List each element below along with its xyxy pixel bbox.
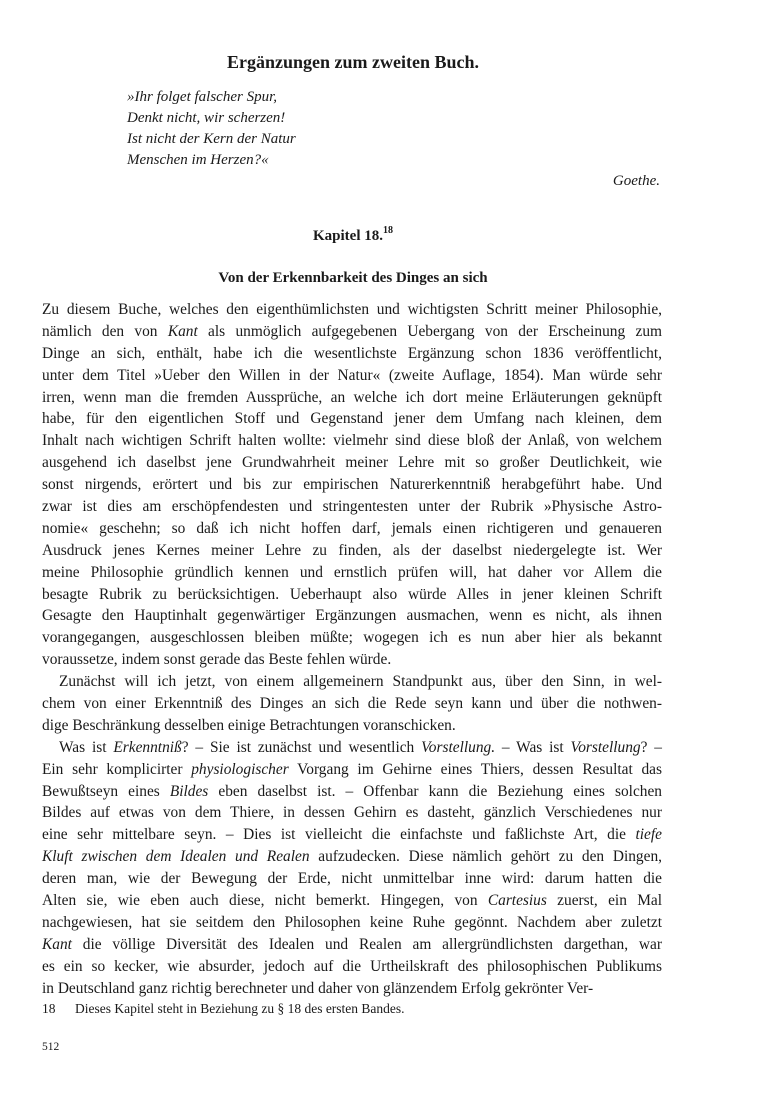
text-segment: dige Beschränkung desselben einige Betrachtungen voranschicken. [42, 716, 456, 734]
text-segment: Alten sie, wie eben auch diese, nicht bemerkt. Hingegen, von [42, 892, 488, 910]
text-line [42, 605, 662, 627]
italic-text: Cartesius [487, 892, 547, 910]
footnote-number: 18 [42, 1001, 56, 1016]
text-line [42, 627, 662, 649]
italic-text: Kluft zwischen dem Idealen und Realen [42, 848, 310, 866]
text-segment: voraussetze, indem sonst gerade das Beste fehlen würde. [42, 651, 392, 669]
body-text [42, 299, 662, 1000]
italic-text: Kant [167, 322, 198, 340]
text-segment: habe, für den eigentlichen Stoff und Gegenstand jener dem Umfang nach kleinen, dem [42, 410, 662, 428]
text-segment: Bildes auf etwas von dem Thiere, in dessen Gehirn es dasteht, gänzlich Verschiedenes nur [42, 804, 662, 822]
text-line [42, 671, 662, 693]
text-segment: Gesagte den Hauptinhalt gegenwärtiger Ergänzungen ausmachen, wenn es nicht, als ihnen [42, 607, 662, 625]
text-segment: Was ist [59, 738, 114, 756]
italic-text: physiologischer [191, 760, 289, 778]
text-line [42, 737, 662, 759]
text-segment: Ausdruck jenes Kernes meiner Lehre zu finden, als der daselbst niedergelegte ist. Wer [42, 541, 662, 559]
motto-line: Menschen im Herzen?« [127, 152, 269, 168]
text-segment: ausgehend ich daselbst jene Grundwahrheit meiner Lehre mit so großer Deutlichkeit, wie [42, 454, 662, 472]
italic-text: Vorstellung [570, 738, 641, 756]
paragraph [42, 299, 662, 671]
text-segment: als unmöglich aufgegebenen Uebergang von der Erscheinung zum [197, 322, 662, 340]
text-line [42, 430, 662, 452]
footnote-reference[interactable]: 18 [383, 225, 393, 236]
text-line [42, 474, 662, 496]
text-segment: meine Philosophie gründlich kennen und ernstlich prüfen will, hat daher vor Allem die [42, 563, 662, 581]
text-segment: besagte Rubrik zu berücksichtigen. Ueberhaupt also würde Alles in jener kleinen Schrift [42, 585, 662, 603]
text-segment: chem von einer Erkenntniß des Dinges an sich die Rede seyn kann und über die nothwen- [42, 695, 662, 713]
text-segment: Zu diesem Buche, welches den eigenthümlichsten und wichtigsten Schritt meiner Philosophie, [42, 301, 662, 318]
text-line [42, 912, 662, 934]
text-line [42, 846, 662, 868]
text-line [42, 693, 662, 715]
motto [127, 87, 296, 171]
footnote [42, 1001, 405, 1017]
footnote-text: Dieses Kapitel steht in Beziehung zu § 18 des ersten Bandes. [75, 1001, 405, 1016]
text-line [42, 868, 662, 890]
chapter-title [0, 226, 706, 245]
text-segment: eine sehr mittelbare seyn. – Dies ist vielleicht die einfachste und faßlichste Art, die [42, 826, 636, 844]
text-line [42, 321, 662, 343]
text-segment: Vorgang im Gehirne eines Thiers, dessen Resultat das [288, 760, 662, 778]
text-segment: nämlich den von [42, 322, 168, 340]
italic-text: Erkenntniß [113, 738, 182, 756]
motto-line: Ist nicht der Kern der Natur [127, 131, 296, 147]
text-line [42, 956, 662, 978]
page-heading: Ergänzungen zum zweiten Buch. [227, 52, 479, 72]
text-line [42, 584, 662, 606]
text-line [42, 978, 662, 1000]
text-line [42, 781, 662, 803]
text-segment: deren man, wie der Bewegung der Erde, nicht unmittelbar inne wird: darum hatten die [42, 870, 662, 888]
text-line [42, 387, 662, 409]
text-segment: es ein so kecker, wie absurder, jedoch auf die Urtheilskraft des philosophischen Publikums [42, 957, 662, 975]
text-segment: Bewußtseyn eines [42, 782, 170, 800]
text-line [42, 518, 662, 540]
paragraph [42, 737, 662, 1000]
motto-author: Goethe. [612, 173, 660, 189]
italic-text: tiefe [635, 826, 662, 844]
text-line [42, 802, 662, 824]
text-line [42, 759, 662, 781]
text-line [42, 408, 662, 430]
motto-line: »Ihr folget falscher Spur, [127, 89, 277, 105]
text-line [42, 934, 662, 956]
text-segment: die völlige Diversität des Idealen und Realen am allergründlichsten dargethan, war [71, 935, 662, 953]
text-segment: zuerst, ein Mal [546, 892, 662, 910]
text-segment: ? – [640, 738, 663, 756]
chapter-subtitle: Von der Erkennbarkeit des Dinges an sich [218, 270, 488, 286]
text-segment: vorangegangen, ausgeschlossen bleiben müßte; wogegen ich es nun aber hier als bekannt [42, 629, 662, 647]
text-segment: – Was ist [495, 738, 571, 756]
text-line [42, 299, 662, 321]
text-segment: Ein sehr komplicirter [42, 760, 192, 778]
text-segment: ? – Sie ist zunächst und wesentlich [181, 738, 422, 756]
text-segment: zwar ist dies am erschöpfendesten und stringentesten unter der Rubrik »Physische Astro- [42, 498, 662, 516]
text-line [42, 890, 662, 912]
text-line [42, 540, 662, 562]
text-segment: nomie« geschehn; so daß ich nicht hoffen darf, jemals einen richtigeren und genaueren [42, 519, 662, 537]
text-line [42, 496, 662, 518]
text-segment: unter dem Titel »Ueber den Willen in der Natur« (zweite Auflage, 1854). Man würde sehr [42, 366, 662, 384]
text-line [42, 824, 662, 846]
italic-text: Kant [42, 935, 72, 953]
text-segment: irren, wenn man die fremden Aussprüche, an welche ich dort meine Erläuterungen geknüpft [42, 388, 662, 406]
text-line [42, 343, 662, 365]
text-segment: sonst nirgends, erörtert und bis zur empirischen Naturerkenntniß herabgeführt habe. Und [42, 476, 662, 494]
text-line [42, 649, 662, 671]
chapter-title-text: Kapitel 18. [313, 228, 383, 244]
italic-text: Vorstellung. [421, 738, 496, 756]
text-segment: Dinge an sich, enthält, habe ich die wesentlichste Ergänzung schon 1836 veröffentlicht, [42, 344, 662, 362]
page-number: 512 [42, 1041, 60, 1053]
text-segment: Inhalt nach wichtigen Schrift halten wollte: vielmehr sind diese bloß der Anlaß, von welchem [42, 432, 662, 450]
text-line [42, 562, 662, 584]
text-line [42, 452, 662, 474]
italic-text: Bildes [169, 782, 209, 800]
motto-line: Denkt nicht, wir scherzen! [127, 110, 286, 126]
text-segment: eben daselbst ist. – Offenbar kann die Beziehung eines solchen [208, 782, 662, 800]
text-line [42, 715, 662, 737]
text-segment: nachgewiesen, hat sie seitdem den Philosophen keine Ruhe gegönnt. Nachdem aber zuletzt [42, 913, 662, 931]
text-segment: in Deutschland ganz richtig berechneter und daher von glänzendem Erfolg gekrönter Ver- [42, 979, 594, 997]
text-line [42, 365, 662, 387]
paragraph [42, 671, 662, 737]
text-segment: Zunächst will ich jetzt, von einem allgemeinern Standpunkt aus, über den Sinn, in wel- [59, 673, 662, 691]
text-segment: aufzudecken. Diese nämlich gehört zu den Dingen, [309, 848, 662, 866]
